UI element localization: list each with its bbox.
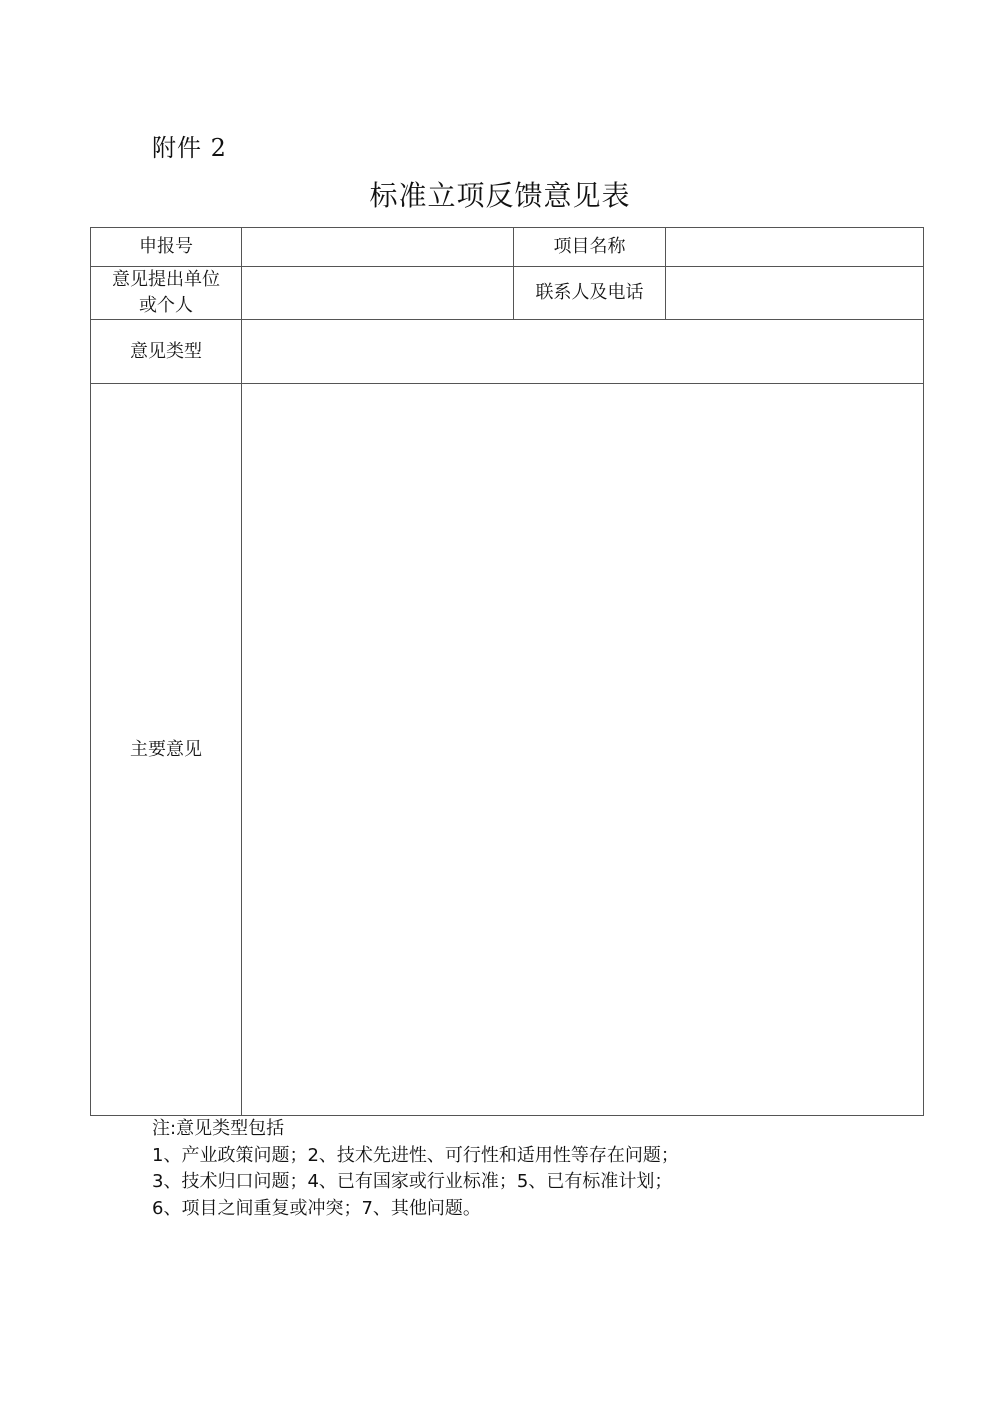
notes-line-3: 6、项目之间重复或冲突；7、其他问题。	[152, 1197, 481, 1219]
notes-line-2: 3、技术归口问题；4、已有国家或行业标准；5、已有标准计划；	[152, 1171, 673, 1192]
notes-line-1: 1、产业政策问题；2、技术先进性、可行性和适用性等存在问题；	[152, 1144, 679, 1166]
submitter-label-line1: 意见提出单位	[112, 269, 220, 290]
main-opinion-label: 主要意见	[91, 384, 242, 1116]
application-no-label: 申报号	[91, 228, 242, 267]
row-submitter	[91, 267, 924, 320]
project-name-label: 项目名称	[514, 228, 666, 267]
submitter-label	[91, 267, 242, 320]
row-main-opinion	[91, 384, 924, 1116]
submitter-label-line2: 或个人	[139, 295, 193, 316]
row-application	[91, 228, 924, 267]
notes-section	[152, 1116, 679, 1222]
feedback-form-table	[90, 227, 924, 1116]
main-opinion-field[interactable]	[242, 384, 924, 1116]
notes-heading: 注:意见类型包括	[152, 1118, 285, 1139]
contact-label: 联系人及电话	[514, 267, 666, 320]
submitter-field[interactable]	[242, 267, 514, 320]
opinion-type-field[interactable]	[242, 320, 924, 384]
application-no-field[interactable]	[242, 228, 514, 267]
form-title: 标准立项反馈意见表	[369, 179, 631, 212]
attachment-label: 附件 2	[152, 134, 227, 162]
opinion-type-label: 意见类型	[91, 320, 242, 384]
row-opinion-type	[91, 320, 924, 384]
contact-field[interactable]	[666, 267, 924, 320]
project-name-field[interactable]	[666, 228, 924, 267]
